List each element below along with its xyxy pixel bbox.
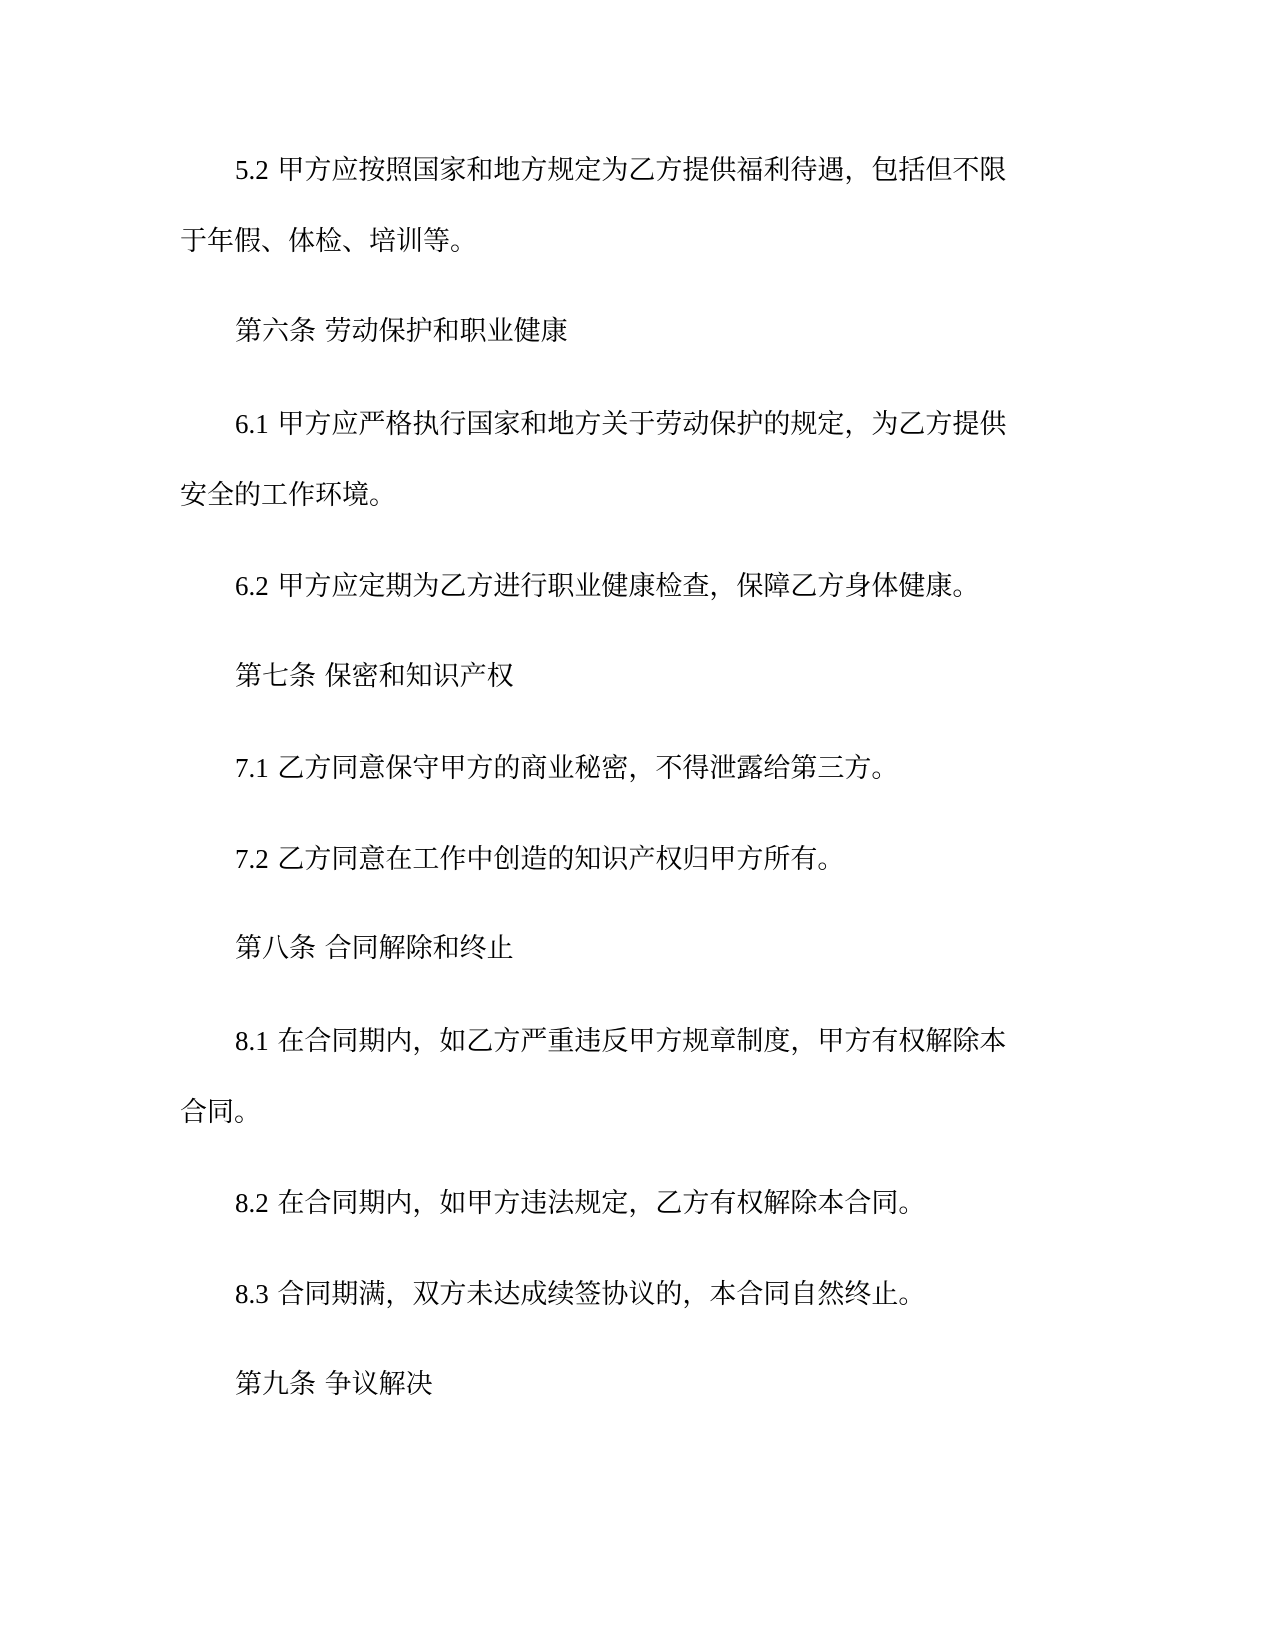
clause-number: 5.2 <box>235 155 269 185</box>
clause-8-2 <box>235 1167 1115 1240</box>
clause-text: 合同期满，双方未达成续签协议的，本合同自然终止。 <box>277 1279 926 1310</box>
article-8-heading: 第八条 合同解除和终止 <box>235 933 514 964</box>
clause-number: 6.2 <box>235 571 269 601</box>
clause-8-1-line-2: 合同。 <box>180 1097 261 1128</box>
clause-text: 在合同期内，如甲方违法规定，乙方有权解除本合同。 <box>277 1188 926 1219</box>
clause-text: 甲方应按照国家和地方规定为乙方提供福利待遇，包括但不限 <box>277 155 1007 186</box>
clause-5-2-line-2: 于年假、体检、培训等。 <box>180 226 477 257</box>
clause-text: 甲方应定期为乙方进行职业健康检查，保障乙方身体健康。 <box>277 571 980 602</box>
clause-number: 6.1 <box>235 409 269 439</box>
clause-number: 8.2 <box>235 1188 269 1218</box>
clause-number: 8.3 <box>235 1279 269 1309</box>
clause-text: 乙方同意在工作中创造的知识产权归甲方所有。 <box>277 844 845 875</box>
clause-6-1-line-1 <box>235 388 1115 461</box>
clause-number: 7.2 <box>235 844 269 874</box>
clause-8-1-line-1 <box>235 1005 1115 1078</box>
clause-number: 7.1 <box>235 753 269 783</box>
clause-text: 乙方同意保守甲方的商业秘密，不得泄露给第三方。 <box>277 753 899 784</box>
clause-text: 在合同期内，如乙方严重违反甲方规章制度，甲方有权解除本 <box>277 1026 1007 1057</box>
clause-6-2 <box>235 550 1115 623</box>
clause-7-2 <box>235 823 1115 896</box>
clause-number: 8.1 <box>235 1026 269 1056</box>
clause-5-2-line-1 <box>235 134 1115 207</box>
clause-text: 甲方应严格执行国家和地方关于劳动保护的规定，为乙方提供 <box>277 409 1007 440</box>
article-9-heading: 第九条 争议解决 <box>235 1369 433 1400</box>
article-7-heading: 第七条 保密和知识产权 <box>235 661 514 692</box>
clause-6-1-line-2: 安全的工作环境。 <box>180 480 396 511</box>
clause-7-1 <box>235 732 1115 805</box>
article-6-heading: 第六条 劳动保护和职业健康 <box>235 316 568 347</box>
clause-8-3 <box>235 1258 1115 1331</box>
